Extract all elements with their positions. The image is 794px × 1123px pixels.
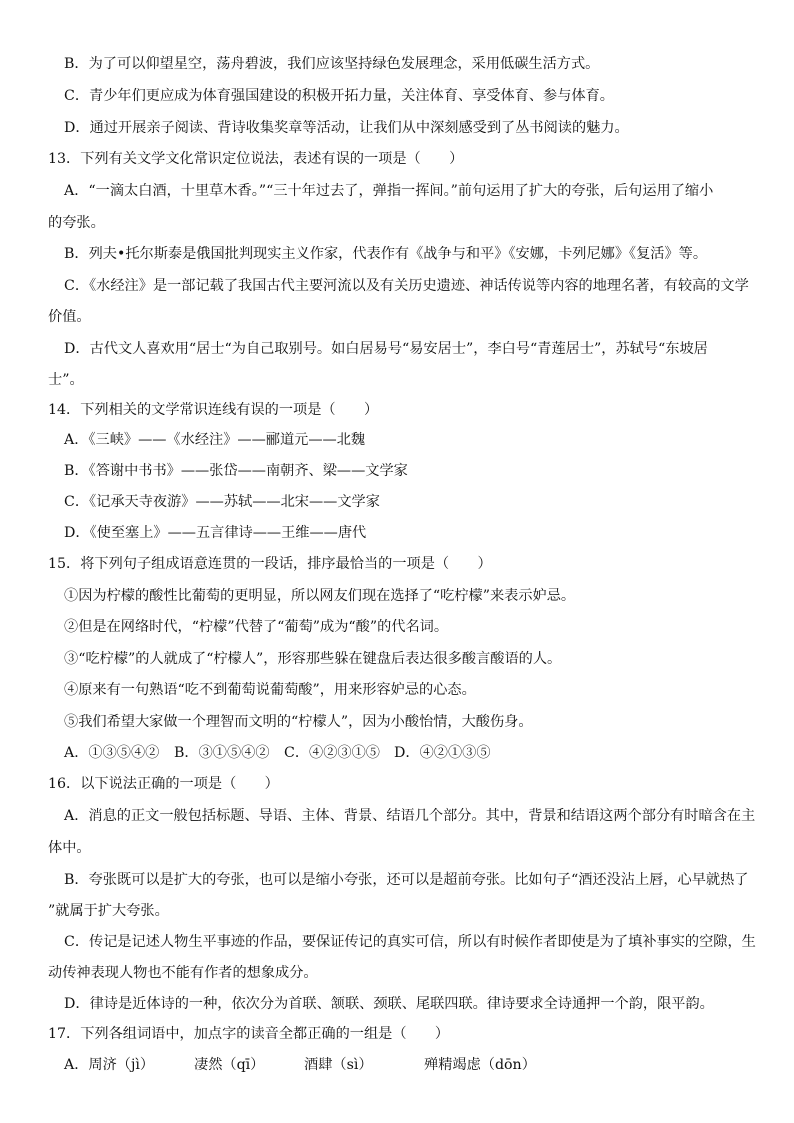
q15-sentence-1: ①因为柠檬的酸性比葡萄的更明显，所以网友们现在选择了“吃柠檬”来表示妒忌。 [64, 588, 576, 604]
q12-option-d: D．通过开展亲子阅读、背诗收集奖章等活动，让我们从中深刻感受到了丛书阅读的魅力。 [64, 120, 629, 136]
q15-sentence-3: ③“吃柠檬”的人就成了“柠檬人”，形容那些躲在键盘后表达很多酸言酸语的人。 [64, 651, 562, 667]
question-14-stem: 14．下列相关的文学常识连线有误的一项是（ ） [48, 402, 379, 418]
q13-option-d-wrap: 士”。 [48, 372, 84, 388]
q14-option-a: A．《三峡》——《水经注》——郦道元——北魏 [64, 432, 366, 448]
q15-option-c: C．④②③①⑤ [284, 745, 380, 761]
q16-option-d: D．律诗是近体诗的一种，依次分为首联、颔联、颈联、尾联四联。律诗要求全诗通押一个韵，限平韵。 [64, 996, 714, 1012]
q14-option-b: B．《答谢中书书》——张岱——南朝齐、梁——文学家 [64, 463, 408, 479]
q12-option-b: B．为了可以仰望星空，荡舟碧波，我们应该坚持绿色发展理念，采用低碳生活方式。 [64, 56, 600, 72]
q13-option-d: D．古代文人喜欢用“居士“为自己取别号。如白居易号“易安居士”，李白号“青莲居士”，苏轼号“东坡居 [64, 341, 708, 357]
q14-option-d: D．《使至塞上》——五言律诗——王维——唐代 [64, 525, 367, 541]
q15-option-d: D．④②①③⑤ [394, 745, 491, 761]
q17-options-row [64, 1055, 536, 1075]
q13-option-b: B．列夫•托尔斯泰是俄国批判现实主义作家，代表作有《战争与和平》《安娜，卡列尼娜》《复活》等。 [64, 246, 708, 262]
q15-sentence-2: ②但是在网络时代，“柠檬”代替了“葡萄”成为“酸”的代名词。 [64, 619, 449, 635]
q15-option-b: B．③①⑤④② [174, 745, 270, 761]
q17-option-a-word-4: 殚精竭虑（dōn） [424, 1057, 536, 1073]
q13-option-c: C．《水经注》是一部记载了我国古代主要河流以及有关历史遗迹、神话传说等内容的地理名著，有较高的文学 [64, 278, 749, 294]
q15-options-row [64, 743, 491, 763]
q17-option-a-word-1: A．周济（jì） [64, 1057, 155, 1073]
q16-option-b-wrap: ”就属于扩大夸张。 [48, 903, 169, 919]
question-17-stem: 17．下列各组词语中，加点字的读音全都正确的一组是（ ） [48, 1026, 450, 1042]
q16-option-a-wrap: 体中。 [48, 840, 91, 856]
q16-option-c-wrap: 动传神表现人物也不能有作者的想象成分。 [48, 965, 318, 981]
q17-option-a-word-2: 凄然（qī） [194, 1057, 265, 1073]
question-16-stem: 16．以下说法正确的一项是（ ） [48, 776, 279, 792]
q16-option-c: C．传记是记述人物生平事迹的作品，要保证传记的真实可信，所以有时候作者即使是为了填补事实的空隙，生 [64, 934, 756, 950]
q13-option-a-wrap: 的夸张。 [48, 215, 105, 231]
question-13-stem: 13．下列有关文学文化常识定位说法，表述有误的一项是（ ） [48, 151, 464, 167]
q13-option-a: A．“一滴太白酒，十里草木香。”“三十年过去了，弹指一挥间。”前句运用了扩大的夸张，后句运用了缩小 [64, 183, 714, 199]
q13-option-c-wrap: 价值。 [48, 309, 91, 325]
q14-option-c: C．《记承天寺夜游》——苏轼——北宋——文学家 [64, 494, 380, 510]
q16-option-a: A．消息的正文一般包括标题、导语、主体、背景、结语几个部分。其中，背景和结语这两个部分有时暗含在主 [64, 808, 756, 824]
q12-option-c: C．青少年们更应成为体育强国建设的积极开拓力量，关注体育、享受体育、参与体育。 [64, 88, 614, 104]
q16-option-b: B．夸张既可以是扩大的夸张，也可以是缩小夸张，还可以是超前夸张。比如句子“酒还没沾上唇，心早就热了 [64, 872, 749, 888]
q17-option-a-word-3: 酒肆（sì） [304, 1057, 373, 1073]
question-15-stem: 15．将下列句子组成语意连贯的一段话，排序最恰当的一项是（ ） [48, 556, 492, 572]
q15-sentence-5: ⑤我们希望大家做一个理智而文明的“柠檬人”，因为小酸怡情，大酸伤身。 [64, 714, 533, 730]
q15-option-a: A．①③⑤④② [64, 745, 160, 761]
q15-sentence-4: ④原来有一句熟语“吃不到葡萄说葡萄酸”，用来形容妒忌的心态。 [64, 682, 476, 698]
